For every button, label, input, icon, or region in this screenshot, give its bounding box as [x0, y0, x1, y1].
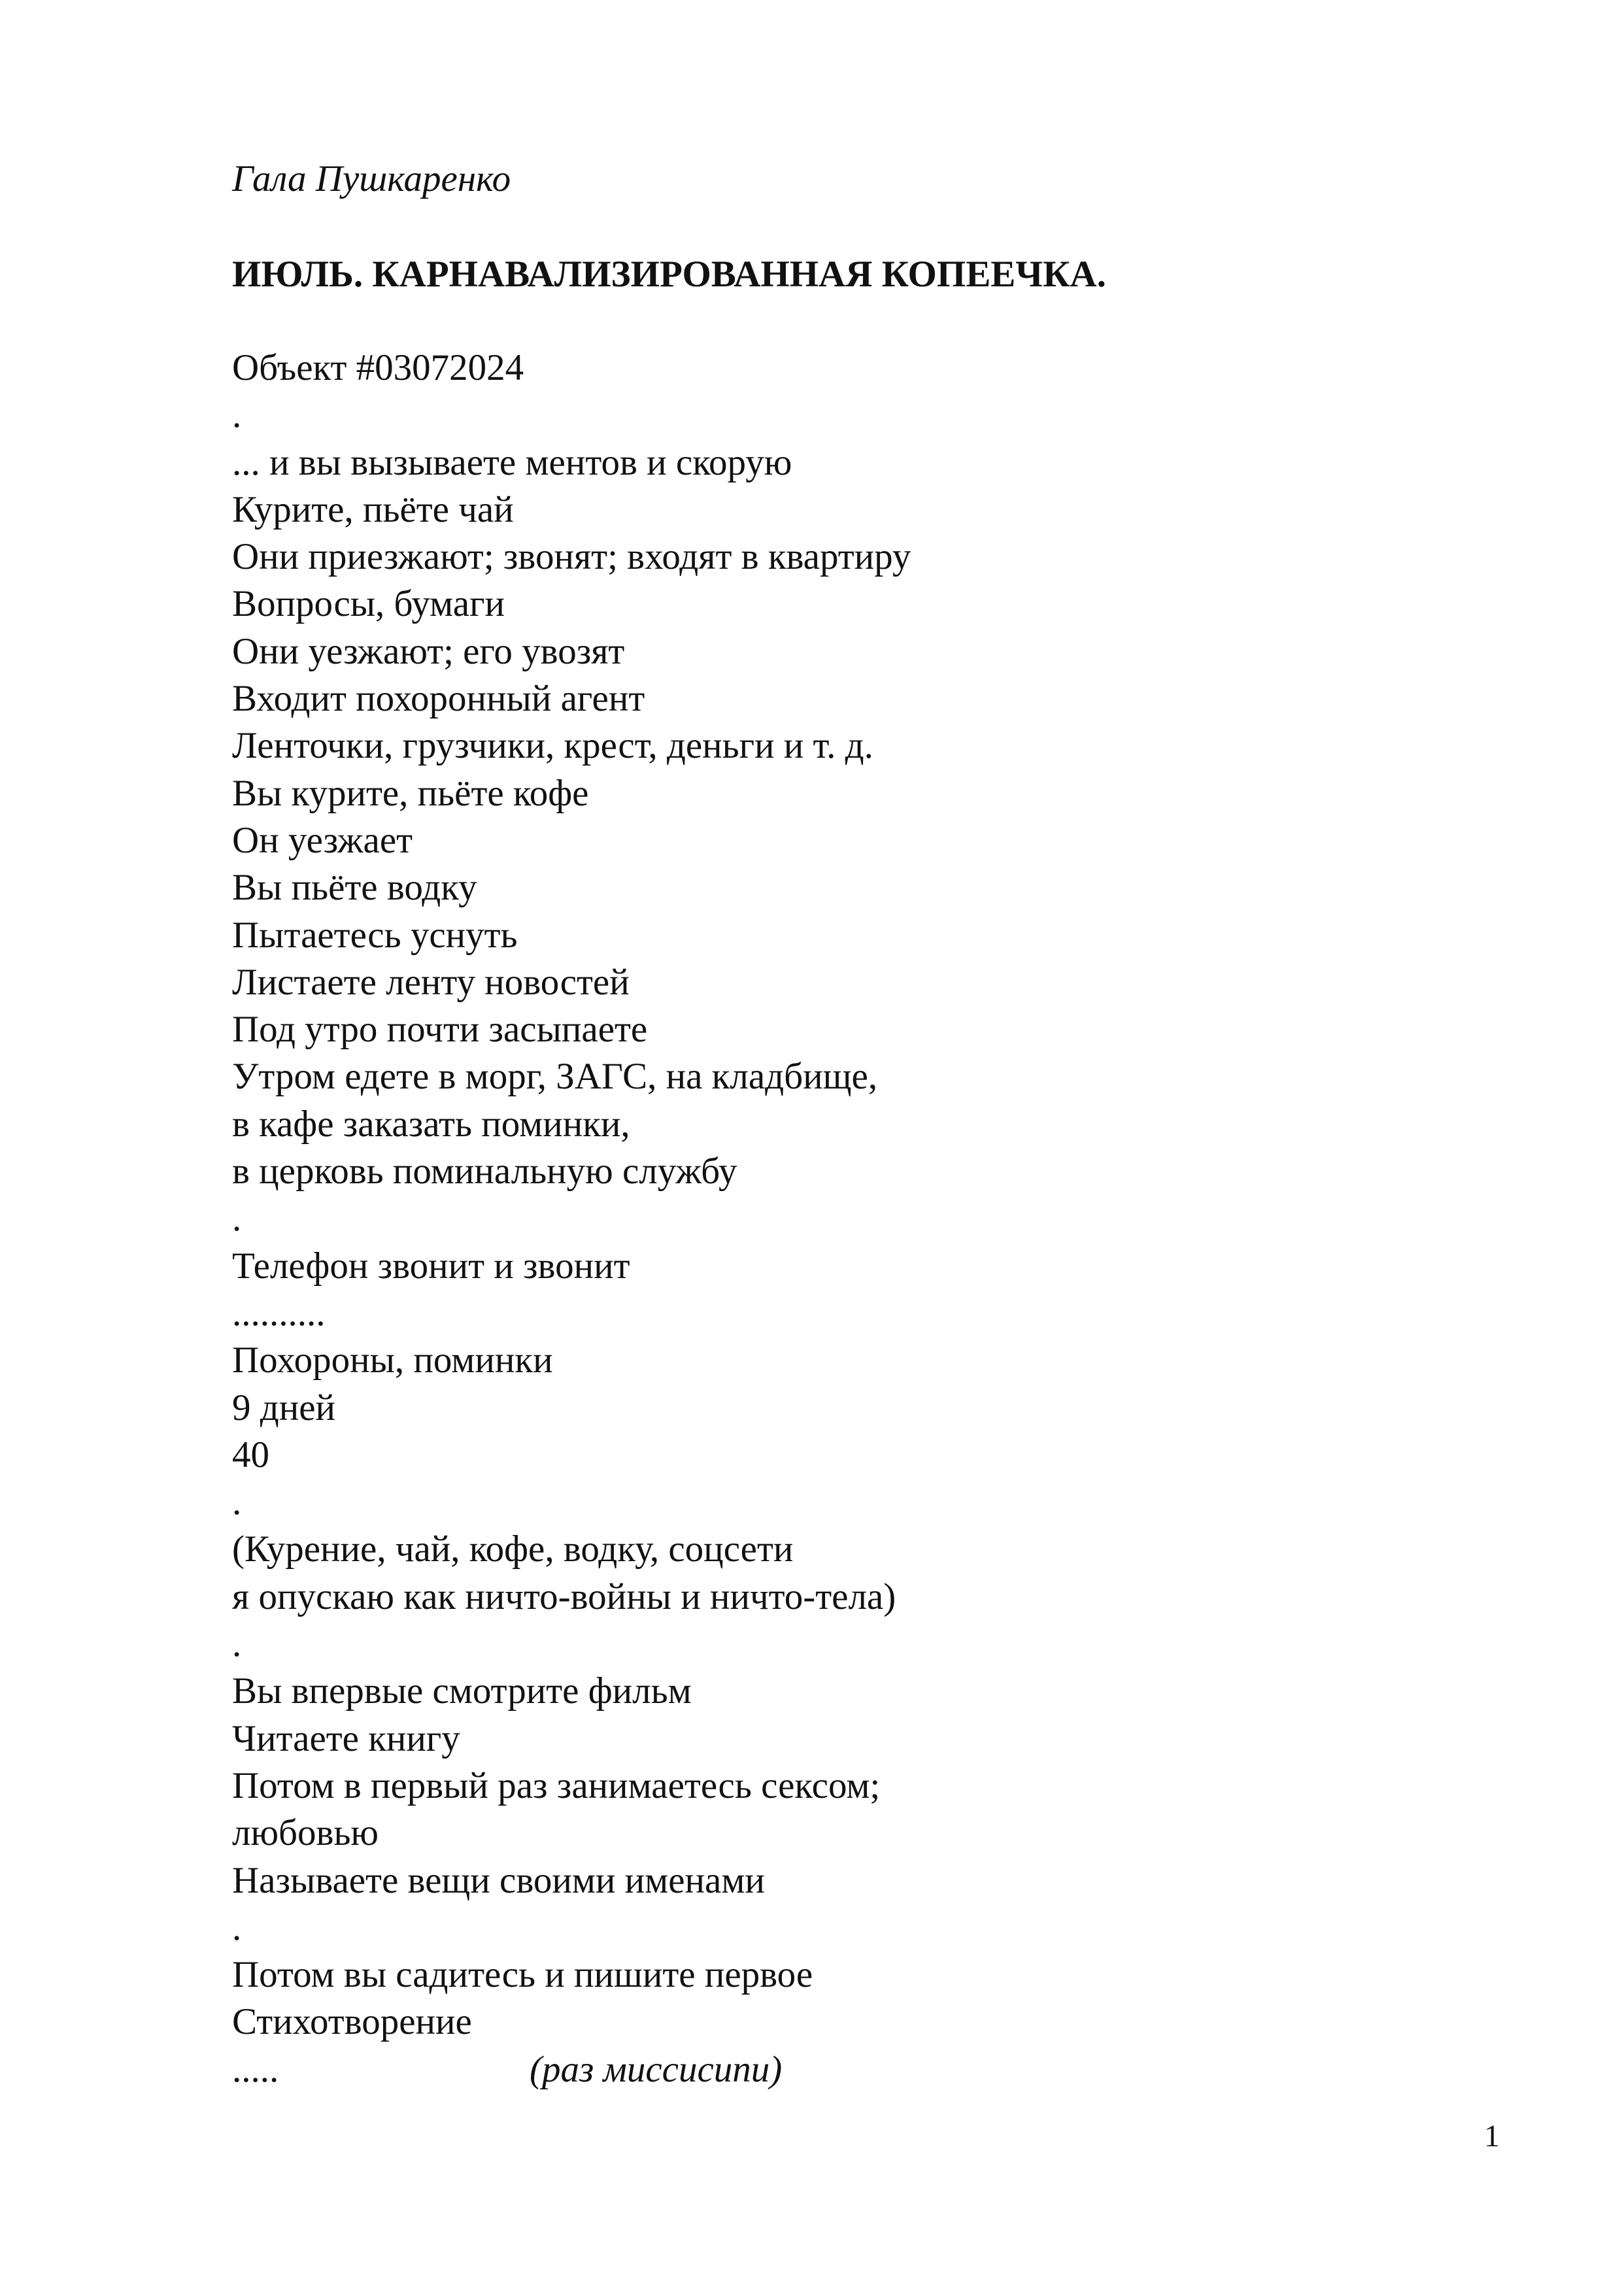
- poem-line: Стихотворение: [232, 2001, 472, 2043]
- poem-line: Вы курите, пьёте кофе: [232, 772, 589, 814]
- poem-line: Потом вы садитесь и пишите первое: [232, 1954, 813, 1996]
- last-line-aside: (раз миссисипи): [530, 2048, 783, 2090]
- poem-line: Пытаетесь уснуть: [232, 914, 518, 956]
- poem-line: ... и вы вызываете ментов и скорую: [232, 441, 792, 483]
- poem-line: ..........: [232, 1292, 326, 1334]
- poem-line: в кафе заказать поминки,: [232, 1103, 630, 1145]
- last-line-ellipsis: .....: [232, 2048, 279, 2090]
- poem-last-line: [232, 2046, 1540, 2093]
- poem-body: [232, 345, 1540, 2093]
- poem-line: Листаете ленту новостей: [232, 961, 630, 1003]
- poem-line: Потом в первый раз занимаетесь сексом;: [232, 1764, 881, 1806]
- poem-line: Утром едете в морг, ЗАГС, на кладбище,: [232, 1056, 878, 1098]
- poem-line: Входит похоронный агент: [232, 678, 645, 720]
- poem-line: Телефон звонит и звонит: [232, 1245, 630, 1287]
- poem-line: .: [232, 1198, 242, 1240]
- poem-line: Вопросы, бумаги: [232, 583, 505, 625]
- poem-line: Читаете книгу: [232, 1717, 460, 1759]
- poem-line: (Курение, чай, кофе, водку, соцсети: [232, 1528, 794, 1570]
- poem-line: Он уезжает: [232, 819, 413, 861]
- poem-line: Под утро почти засыпаете: [232, 1009, 648, 1051]
- poem-line: я опускаю как ничто-войны и ничто-тела): [232, 1576, 896, 1617]
- poem-line: Похороны, поминки: [232, 1340, 553, 1381]
- poem-line: Курите, пьёте чай: [232, 488, 514, 530]
- poem-line: в церковь поминальную службу: [232, 1151, 737, 1192]
- poem-line: Вы пьёте водку: [232, 867, 477, 909]
- poem-line: .: [232, 394, 242, 436]
- page-number: 1: [1484, 2119, 1500, 2153]
- poem-line: любовью: [232, 1812, 379, 1854]
- poem-line: .: [232, 1481, 242, 1523]
- poem-line: 9 дней: [232, 1387, 336, 1428]
- poem-line: Объект #03072024: [232, 347, 524, 388]
- poem-line: Они уезжают; его увозят: [232, 630, 625, 672]
- poem-line: .: [232, 1623, 242, 1665]
- poem-line: .: [232, 1906, 242, 1948]
- poem-line: Они приезжают; звонят; входят в квартиру: [232, 536, 911, 578]
- author-name: Гала Пушкаренко: [232, 158, 511, 199]
- poem-line: Ленточки, грузчики, крест, деньги и т. д.: [232, 725, 873, 767]
- poem-title: ИЮЛЬ. КАРНАВАЛИЗИРОВАННАЯ КОПЕЕЧКА.: [232, 254, 1106, 295]
- poem-line: 40: [232, 1434, 269, 1476]
- poem-line: Называете вещи своими именами: [232, 1859, 765, 1901]
- poem-line: Вы впервые смотрите фильм: [232, 1670, 692, 1712]
